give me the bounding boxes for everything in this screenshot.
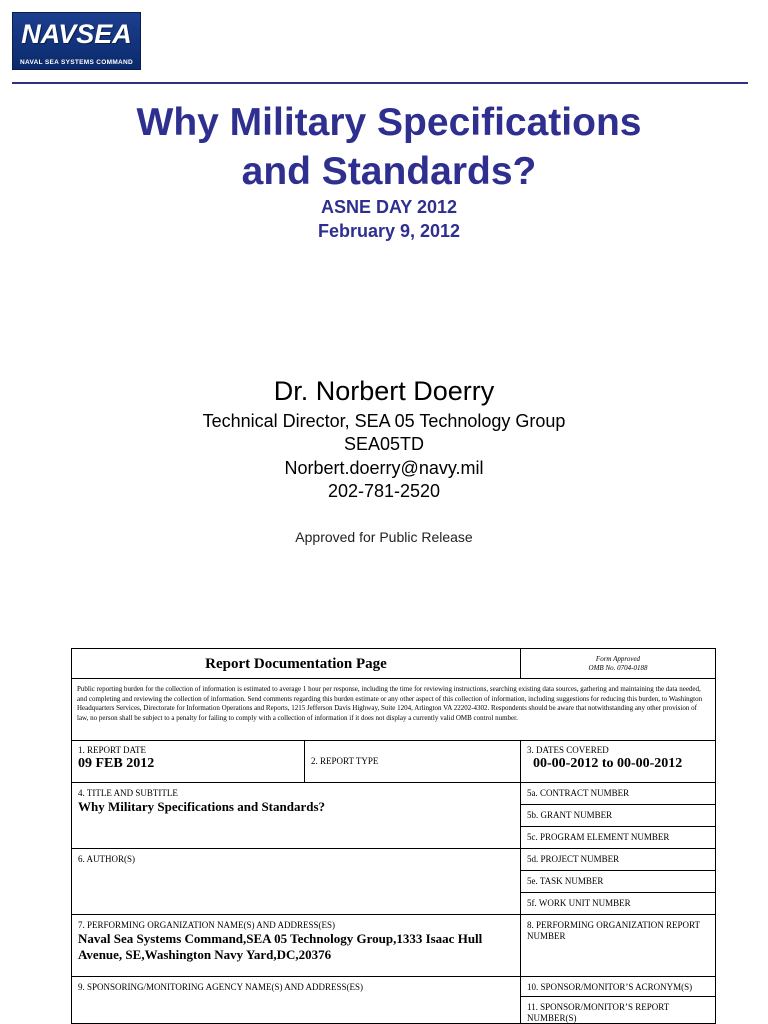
- release-statement: Approved for Public Release: [295, 529, 473, 545]
- authors-cell[interactable]: [71, 848, 521, 915]
- title-subtitle-cell[interactable]: [71, 782, 521, 849]
- author-email[interactable]: Norbert.doerry@navy.mil: [284, 458, 484, 478]
- sponsoring-agency-label: 9. SPONSORING/MONITORING AGENCY NAME(S) AND ADDRESS(ES): [78, 982, 364, 992]
- author-code: SEA05TD: [343, 434, 425, 454]
- burden-statement: Public reporting burden for the collection of information is estimated to average 1 hour per response, including the time for reviewing instructions, searching existing data sources, gathering and maintaining the data needed, and completing and reviewing the collection of information. Send comments regarding this burden estimate or any other aspect of this collection of information, including suggestions for reducing this burden, to Washington Headquarters Services, Directorate for Information Operations and Reports, 1215 Jefferson Davis Highway, Suite 1204, Arlington VA 22202-4302. Respondents should be aware that notwithstanding any other provision of law, no person shall be subject to a penalty for failing to comply with a collection of information if it does not display a currently valid OMB control number.: [71, 678, 716, 741]
- report-documentation-form: [71, 648, 716, 1024]
- title-subtitle-value: Why Military Specifications and Standards?: [78, 799, 326, 814]
- author-phone: 202-781-2520: [327, 481, 441, 501]
- header-rule: [12, 82, 748, 84]
- omb-number: OMB No. 0704-0188: [588, 664, 648, 672]
- report-date-value: 09 FEB 2012: [78, 756, 155, 771]
- event-name: ASNE DAY 2012: [320, 197, 458, 217]
- title-line-1: Why Military Specifications: [136, 101, 642, 144]
- performing-org-label: 7. PERFORMING ORGANIZATION NAME(S) AND ADDRESS(ES): [78, 920, 336, 930]
- form-approved-label: Form Approved: [595, 655, 641, 663]
- omb-approval-cell: [520, 648, 716, 679]
- form-header-cell: [71, 648, 521, 679]
- report-type-cell[interactable]: [304, 740, 521, 783]
- org-report-number-cell[interactable]: 8. PERFORMING ORGANIZATION REPORT NUMBER: [520, 914, 716, 977]
- work-unit-number-cell[interactable]: 5f. WORK UNIT NUMBER: [520, 892, 716, 915]
- task-number-cell[interactable]: 5e. TASK NUMBER: [520, 870, 716, 893]
- title-line-2: and Standards?: [241, 150, 537, 193]
- dates-covered-value: 00-00-2012 to 00-00-2012: [533, 756, 683, 771]
- author-name: Dr. Norbert Doerry: [273, 376, 495, 406]
- performing-org-value: Naval Sea Systems Command,SEA 05 Technology Group,1333 Isaac Hull Avenue, SE,Washington Navy Yard,DC,20376: [78, 931, 483, 962]
- program-element-cell[interactable]: 5c. PROGRAM ELEMENT NUMBER: [520, 826, 716, 849]
- report-date-label: 1. REPORT DATE: [78, 745, 147, 755]
- report-type-label: 2. REPORT TYPE: [311, 756, 379, 766]
- dates-covered-label: 3. DATES COVERED: [527, 745, 609, 755]
- project-number-cell[interactable]: 5d. PROJECT NUMBER: [520, 848, 716, 871]
- logo-wordmark: NAVSEA: [21, 19, 132, 49]
- authors-label: 6. AUTHOR(S): [78, 854, 136, 864]
- logo-subtext: NAVAL SEA SYSTEMS COMMAND: [19, 59, 134, 66]
- sponsoring-agency-cell[interactable]: [71, 976, 521, 1024]
- title-subtitle-label: 4. TITLE AND SUBTITLE: [78, 788, 178, 798]
- contract-number-cell[interactable]: 5a. CONTRACT NUMBER: [520, 782, 716, 805]
- navsea-logo: [12, 12, 141, 70]
- form-header: Report Documentation Page: [205, 656, 387, 672]
- sponsor-acronym-cell[interactable]: 10. SPONSOR/MONITOR’S ACRONYM(S): [520, 976, 716, 997]
- performing-org-cell[interactable]: [71, 914, 521, 977]
- grant-number-cell[interactable]: 5b. GRANT NUMBER: [520, 804, 716, 827]
- author-position: Technical Director, SEA 05 Technology Group: [202, 411, 566, 431]
- event-date: February 9, 2012: [317, 221, 461, 241]
- dates-covered-cell[interactable]: [520, 740, 716, 783]
- slide-title: [0, 98, 768, 196]
- report-date-cell[interactable]: [71, 740, 305, 783]
- sponsor-report-number-cell[interactable]: 11. SPONSOR/MONITOR’S REPORT NUMBER(S): [520, 996, 716, 1024]
